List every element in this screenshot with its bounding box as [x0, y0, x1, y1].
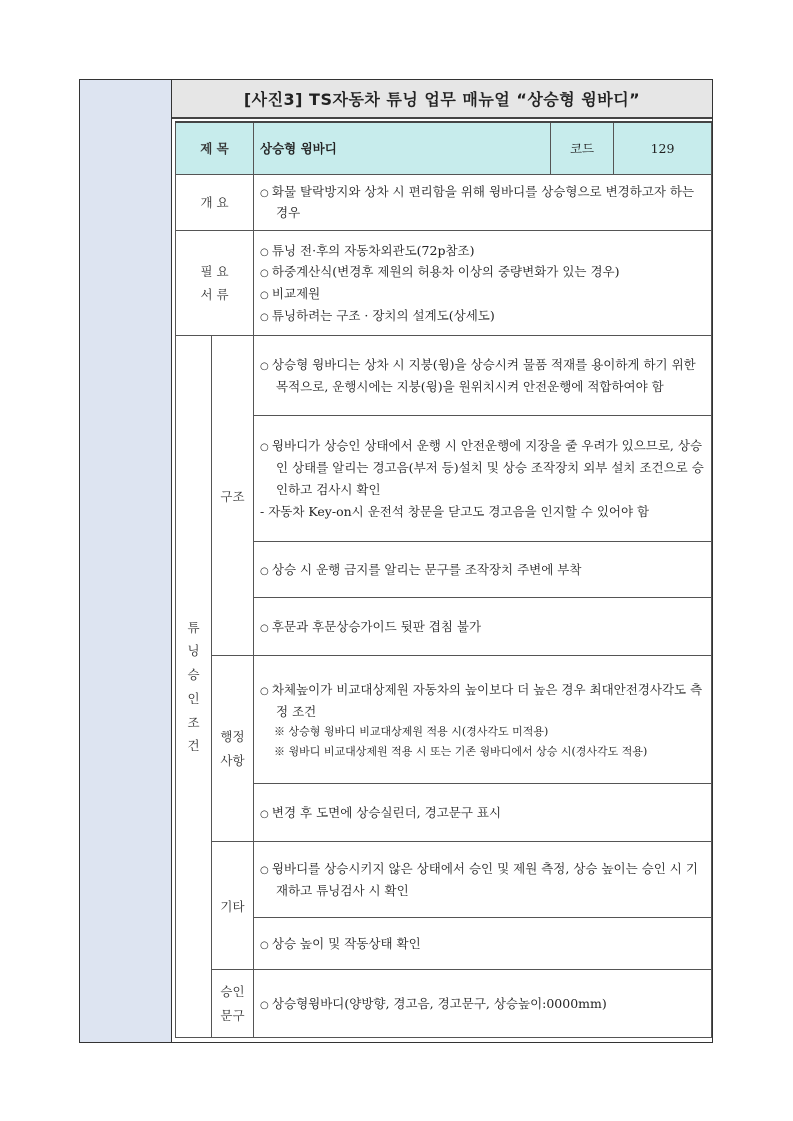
admin-label — [212, 656, 254, 842]
approval-text: ○ 상승형윙바디(양방향, 경고음, 경고문구, 상승높이:0000mm) — [260, 993, 705, 1015]
document-frame — [79, 79, 713, 1043]
overview-label: 개 요 — [176, 174, 254, 231]
structure-text-3: ○ 상승 시 운행 금지를 알리는 문구를 조작장치 주변에 부착 — [260, 559, 705, 581]
conditions-group-char: 건 — [187, 738, 200, 754]
etc-cell-1 — [254, 842, 712, 918]
admin-label-line2: 사항 — [220, 752, 245, 768]
structure-row-1 — [176, 336, 712, 416]
overview-text: ○ 화물 탈락방지와 상차 시 편리함을 위해 윙바디를 상승형으로 변경하고자 하는 경우 — [260, 181, 705, 225]
admin-row-1 — [176, 656, 712, 784]
code-label: 코드 — [551, 122, 614, 174]
left-panel — [80, 80, 172, 1042]
structure-row-3 — [176, 542, 712, 598]
manual-table — [175, 121, 712, 1038]
documents-list — [254, 231, 712, 336]
structure-cell-3 — [254, 542, 712, 598]
etc-cell-2 — [254, 918, 712, 970]
approval-label-line1: 승인 — [220, 984, 245, 999]
etc-text-1: ○ 윙바디를 상승시키지 않은 상태에서 승인 및 제원 측정, 상승 높이는 승인 시 기재하고 튜닝검사 시 확인 — [260, 858, 705, 902]
code-value: 129 — [614, 122, 712, 174]
documents-row — [176, 231, 712, 336]
approval-cell — [254, 970, 712, 1038]
conditions-group-label — [176, 336, 212, 1038]
page-title: [사진3] TS자동차 튜닝 업무 매뉴얼 “상승형 윙바디” — [172, 80, 712, 119]
list-item: ○ 하중계산식(변경후 제원의 허용차 이상의 중량변화가 있는 경우) — [260, 261, 705, 283]
conditions-group-char: 튜 — [187, 619, 200, 635]
admin-label-line1: 행정 — [220, 729, 245, 744]
conditions-group-char: 조 — [187, 714, 200, 730]
approval-label-line2: 문구 — [220, 1007, 245, 1023]
etc-row-1 — [176, 842, 712, 918]
overview-row — [176, 174, 712, 231]
structure-cell-1 — [254, 336, 712, 416]
admin-text-2: ○ 변경 후 도면에 상승실린더, 경고문구 표시 — [260, 802, 705, 824]
structure-cell-4 — [254, 598, 712, 656]
etc-label: 기타 — [212, 842, 254, 970]
etc-text-2: ○ 상승 높이 및 작동상태 확인 — [260, 933, 705, 955]
list-item: ○ 튜닝 전·후의 자동차외관도(72p참조) — [260, 240, 705, 262]
structure-text-1: ○ 상승형 윙바디는 상차 시 지붕(윙)을 상승시켜 물품 적재를 용이하게 하기 위한 목적으로, 운행시에는 지붕(윙)을 원위치시켜 안전운행에 적합하여야 함 — [260, 354, 705, 398]
structure-text-2: ○ 윙바디가 상승인 상태에서 운행 시 안전운행에 지장을 줄 우려가 있으므로, 상승인 상태를 알리는 경고음(부저 등)설치 및 상승 조작장치 외부 설치 조건으로 승인하고 검사시 확인 — [260, 435, 705, 501]
documents-label-line2: 서 류 — [200, 287, 229, 303]
list-item: ○ 비교제원 — [260, 283, 705, 305]
structure-text-4: ○ 후문과 후문상승가이드 뒷판 겹침 불가 — [260, 616, 705, 638]
conditions-group-char: 닝 — [187, 643, 200, 659]
structure-cell-2 — [254, 416, 712, 542]
structure-label: 구조 — [212, 336, 254, 656]
structure-dash-note: - 자동차 Key-on시 운전석 창문을 닫고도 경고음을 인지할 수 있어야 함 — [260, 503, 650, 519]
subject-value: 상승형 윙바디 — [254, 122, 551, 174]
conditions-group-char: 승 — [187, 667, 200, 682]
admin-note-2: ※ 윙바디 비교대상제원 적용 시 또는 기존 윙바디에서 상승 시(경사각도 적용) — [274, 744, 648, 758]
admin-row-2 — [176, 784, 712, 842]
approval-row — [176, 970, 712, 1038]
subject-label: 제 목 — [176, 122, 254, 174]
conditions-group-char: 인 — [187, 690, 200, 706]
etc-row-2 — [176, 918, 712, 970]
list-item: ○ 튜닝하려는 구조 · 장치의 설계도(상세도) — [260, 305, 705, 327]
admin-note-1: ※ 상승형 윙바디 비교대상제원 적용 시(경사각도 미적용) — [274, 725, 549, 739]
subject-row — [176, 122, 712, 174]
approval-label — [212, 970, 254, 1038]
admin-cell-1 — [254, 656, 712, 784]
structure-row-4 — [176, 598, 712, 656]
admin-cell-2 — [254, 784, 712, 842]
documents-label-line1: 필 요 — [200, 263, 229, 279]
structure-row-2 — [176, 416, 712, 542]
overview-cell — [254, 174, 712, 231]
documents-label — [176, 231, 254, 336]
admin-text-1: ○ 차체높이가 비교대상제원 자동차의 높이보다 더 높은 경우 최대안전경사각도 측정 조건 — [260, 679, 705, 723]
